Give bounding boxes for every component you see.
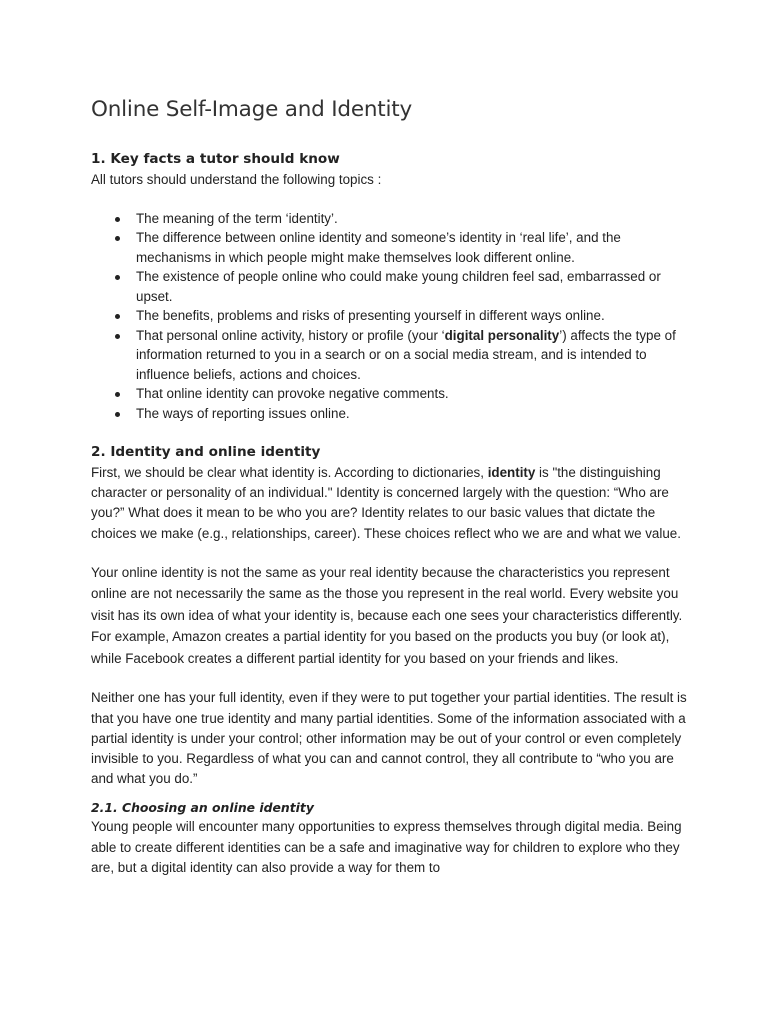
list-item <box>91 306 691 326</box>
bullet-icon <box>115 314 120 319</box>
paragraph-text-before: First, we should be clear what identity is. According to dictionaries, <box>91 465 488 480</box>
section-2-paragraph-2: Your online identity is not the same as your real identity because the characteristics you represent online are not necessarily the same as the those you represent in the real world. Every website you visit has its own idea of what your identity is, because each one sees your characteristics differently. For example, Amazon creates a partial identity for you based on the products you buy (or look at), while Facebook creates a different partial identity for you based on your friends and likes. <box>91 564 683 666</box>
list-item <box>91 384 691 404</box>
list-item-text: The benefits, problems and risks of presenting yourself in different ways online. <box>136 308 605 323</box>
bullet-icon <box>115 217 120 222</box>
bullet-icon <box>115 236 120 241</box>
bullet-icon <box>115 275 120 280</box>
list-item <box>91 209 691 229</box>
list-item <box>91 326 691 385</box>
bullet-icon <box>115 334 120 339</box>
section-2-paragraph-1 <box>91 463 691 544</box>
list-item-text: That online identity can provoke negative comments. <box>136 386 449 401</box>
key-facts-list <box>91 209 691 424</box>
subsection-2-1-paragraph: Young people will encounter many opportunities to express themselves through digital media. Being able to create different identities can be a safe and imaginative way for children to explore who they are, but a digital identity can also provide a way for them to <box>91 819 682 875</box>
list-item-text: The meaning of the term ‘identity’. <box>136 210 338 226</box>
section-1-heading: 1. Key facts a tutor should know <box>91 151 340 167</box>
list-item-text: The difference between online identity and someone’s identity in ‘real life’, and the mechanisms in which people might make themselves look different online. <box>136 230 621 265</box>
digital-personality-term: digital personality <box>444 327 560 343</box>
section-2-paragraph-3: Neither one has your full identity, even if they were to put together your partial identities. The result is that you have one true identity and many partial identities. Some of the information associated with a partial identity is under your control; other information may be out of your control or even completely invisible to you. Regardless of what you can and cannot control, they all contribute to “who you are and what you do.” <box>91 690 687 787</box>
bullet-icon <box>115 392 120 397</box>
section-1-intro: All tutors should understand the following topics : <box>91 172 382 187</box>
list-item-text-before: That personal online activity, history or profile (your ‘ <box>136 327 445 343</box>
identity-term: identity <box>487 465 536 480</box>
document-body <box>91 94 691 878</box>
document-title: Online Self-Image and Identity <box>91 97 413 122</box>
section-2-heading: 2. Identity and online identity <box>91 444 321 460</box>
bullet-icon <box>115 412 120 417</box>
list-item <box>91 267 691 306</box>
paragraph-text-after: is "the distinguishing character or personality of an individual." Identity is concerned largely with the question: “Who are you?” What does it mean to be who you are? Identity relates to our basic values that dictate the choices we make (e.g., relationships, career). These choices reflect who we are and what we value. <box>91 465 681 541</box>
list-item-text: The existence of people online who could make young children feel sad, embarrassed or upset. <box>136 269 661 304</box>
list-item-text-after: ’) affects the type of information returned to you in a search or on a social media stream, and is intended to influence beliefs, actions and choices. <box>136 327 676 382</box>
subsection-2-1-heading: 2.1. Choosing an online identity <box>91 800 314 816</box>
list-item-text: The ways of reporting issues online. <box>136 405 350 421</box>
list-item <box>91 228 691 267</box>
list-item <box>91 404 691 424</box>
